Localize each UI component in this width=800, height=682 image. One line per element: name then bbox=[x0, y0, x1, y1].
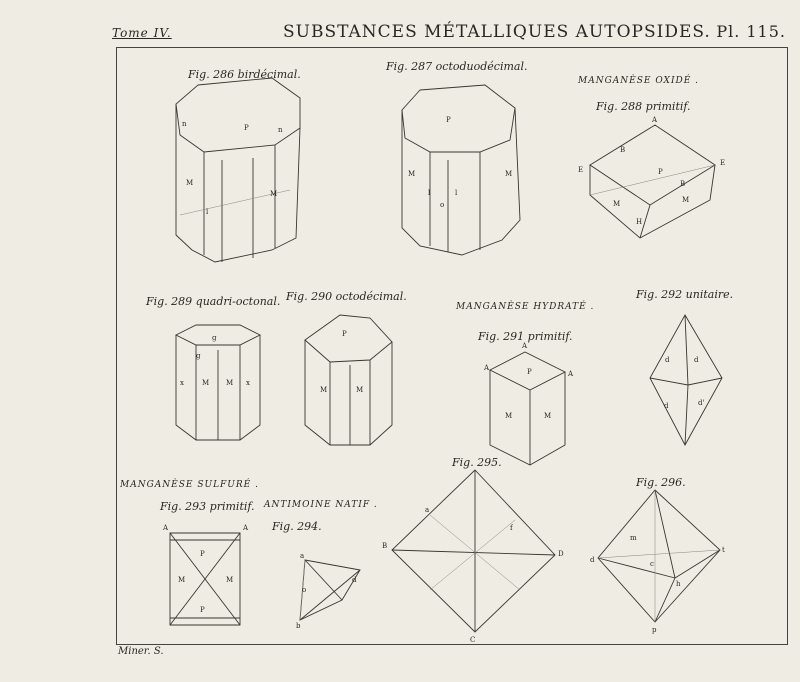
svg-text:d: d bbox=[665, 356, 670, 364]
svg-text:M: M bbox=[320, 386, 328, 394]
caption-fig-286: Fig. 286 birdécimal. bbox=[188, 68, 301, 81]
svg-text:M: M bbox=[270, 190, 278, 198]
caption-fig-295: Fig. 295. bbox=[452, 456, 502, 469]
svg-text:M: M bbox=[202, 379, 210, 387]
svg-text:E: E bbox=[578, 166, 584, 174]
svg-text:d: d bbox=[664, 402, 669, 410]
svg-text:M: M bbox=[682, 196, 690, 204]
caption-fig-293: Fig. 293 primitif. bbox=[160, 500, 255, 513]
fig-291-crystal bbox=[483, 342, 574, 465]
svg-text:l: l bbox=[206, 208, 209, 216]
fig-295-crystal bbox=[382, 470, 564, 644]
svg-text:P: P bbox=[658, 168, 663, 176]
svg-text:o: o bbox=[302, 586, 307, 594]
svg-text:a: a bbox=[300, 552, 305, 560]
svg-text:A: A bbox=[484, 364, 490, 372]
caption-fig-296: Fig. 296. bbox=[636, 476, 686, 489]
svg-text:f: f bbox=[510, 524, 513, 532]
svg-text:h: h bbox=[676, 580, 681, 588]
svg-text:B: B bbox=[680, 180, 686, 188]
svg-text:d: d bbox=[352, 576, 357, 584]
svg-text:E: E bbox=[720, 159, 726, 167]
svg-text:b: b bbox=[296, 622, 301, 630]
svg-text:A: A bbox=[652, 116, 658, 124]
svg-text:c: c bbox=[650, 560, 654, 568]
fig-292-crystal bbox=[650, 315, 722, 445]
svg-text:l: l bbox=[428, 189, 431, 197]
plate-number: Pl. 115. bbox=[716, 22, 786, 41]
svg-text:d': d' bbox=[698, 399, 705, 407]
svg-text:g: g bbox=[212, 334, 217, 342]
fig-288-crystal bbox=[578, 116, 725, 238]
svg-text:M: M bbox=[613, 200, 621, 208]
fig-286-crystal bbox=[176, 78, 300, 262]
svg-text:M: M bbox=[544, 412, 552, 420]
caption-fig-288: Fig. 288 primitif. bbox=[596, 100, 691, 113]
section-manganese-sulfure: MANGANÈSE SULFURÉ . bbox=[120, 480, 259, 490]
fig-290-crystal bbox=[305, 315, 392, 445]
svg-text:o: o bbox=[440, 201, 445, 209]
svg-text:n: n bbox=[182, 120, 187, 128]
svg-text:M: M bbox=[226, 379, 234, 387]
svg-text:m: m bbox=[630, 534, 637, 542]
svg-text:P: P bbox=[342, 330, 347, 338]
svg-text:P: P bbox=[527, 368, 532, 376]
svg-text:M: M bbox=[408, 170, 416, 178]
svg-text:x: x bbox=[180, 379, 184, 387]
svg-text:B: B bbox=[382, 542, 388, 550]
svg-text:M: M bbox=[505, 170, 513, 178]
svg-text:g: g bbox=[196, 352, 201, 360]
svg-text:A: A bbox=[568, 370, 574, 378]
svg-text:p: p bbox=[652, 626, 657, 634]
svg-text:A: A bbox=[522, 342, 528, 350]
section-antimoine-natif: ANTIMOINE NATIF . bbox=[264, 500, 378, 510]
svg-text:P: P bbox=[446, 116, 451, 124]
caption-fig-292: Fig. 292 unitaire. bbox=[636, 288, 734, 301]
engraver-signature: Miner. S. bbox=[118, 646, 164, 657]
svg-text:n: n bbox=[278, 126, 283, 134]
svg-text:B: B bbox=[620, 146, 626, 154]
fig-293-crystal bbox=[162, 524, 249, 625]
svg-text:H: H bbox=[636, 218, 643, 226]
svg-text:D: D bbox=[558, 550, 564, 558]
fig-296-crystal bbox=[590, 490, 725, 634]
caption-fig-294: Fig. 294. bbox=[272, 520, 322, 533]
section-manganese-oxide: MANGANÈSE OXIDÉ . bbox=[578, 76, 700, 86]
svg-text:A: A bbox=[163, 524, 169, 532]
svg-text:a: a bbox=[425, 506, 430, 514]
tome-label: Tome IV. bbox=[112, 26, 172, 40]
caption-fig-290: Fig. 290 octodécimal. bbox=[286, 290, 407, 303]
fig-287-crystal bbox=[402, 85, 520, 255]
svg-text:C: C bbox=[470, 636, 476, 644]
fig-289-crystal bbox=[176, 325, 260, 440]
caption-fig-289: Fig. 289 quadri-octonal. bbox=[146, 295, 281, 308]
svg-text:x: x bbox=[246, 379, 250, 387]
svg-text:d: d bbox=[694, 356, 699, 364]
svg-text:P: P bbox=[200, 606, 205, 614]
svg-text:M: M bbox=[505, 412, 513, 420]
caption-fig-287: Fig. 287 octoduodécimal. bbox=[386, 60, 528, 73]
svg-text:l: l bbox=[455, 189, 458, 197]
svg-text:P: P bbox=[200, 550, 205, 558]
section-manganese-hydrate: MANGANÈSE HYDRATÉ . bbox=[456, 302, 595, 312]
svg-text:M: M bbox=[178, 576, 186, 584]
svg-text:A: A bbox=[243, 524, 249, 532]
fig-294-crystal bbox=[296, 552, 360, 630]
svg-text:M: M bbox=[226, 576, 234, 584]
svg-text:P: P bbox=[244, 124, 249, 132]
svg-text:d: d bbox=[590, 556, 595, 564]
caption-fig-291: Fig. 291 primitif. bbox=[478, 330, 573, 343]
svg-text:t: t bbox=[722, 546, 725, 554]
plate-title: SUBSTANCES MÉTALLIQUES AUTOPSIDES. bbox=[283, 22, 711, 42]
svg-text:M: M bbox=[356, 386, 364, 394]
svg-text:M: M bbox=[186, 179, 194, 187]
